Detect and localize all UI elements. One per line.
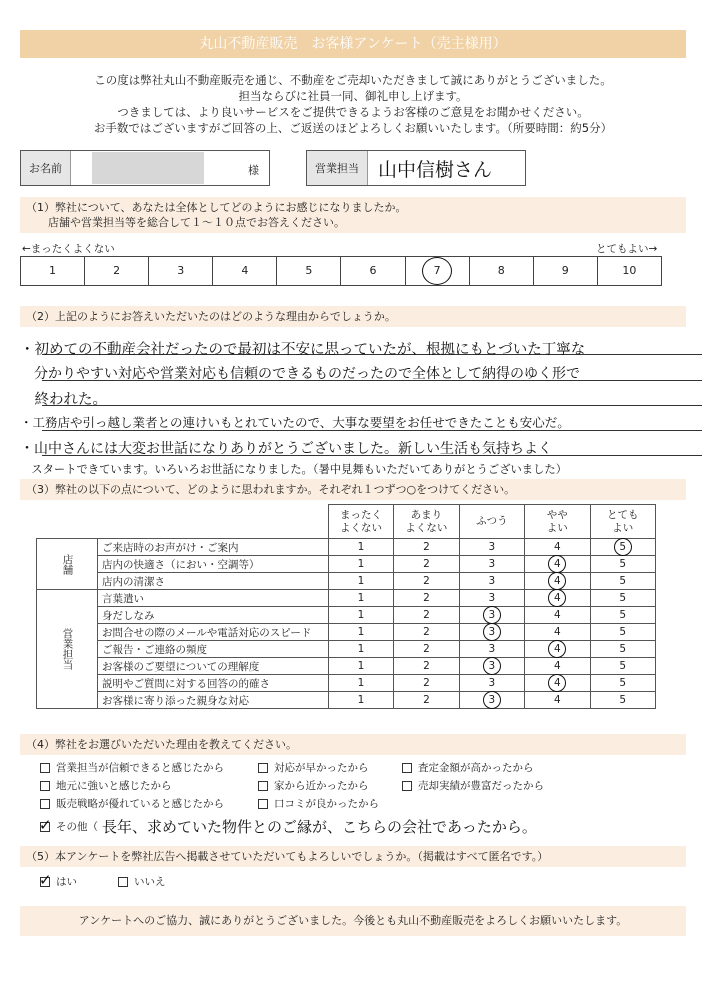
option-checkbox[interactable] xyxy=(402,778,544,793)
q4-question: （4）弊社をお選びいただいた理由を教えてください。 xyxy=(20,734,686,755)
scale-option[interactable] xyxy=(277,257,341,285)
option-label: 営業担当が信頼できると感じたから xyxy=(56,762,224,774)
rating-cell[interactable]: 3 xyxy=(459,624,524,641)
staff-field[interactable] xyxy=(306,150,526,186)
rating-cell[interactable]: 3 xyxy=(459,675,524,692)
column-header: やや よい xyxy=(525,505,590,539)
rating-cell[interactable]: 3 xyxy=(459,590,524,607)
scale-value: 7 xyxy=(433,264,441,277)
rating-cell[interactable]: 4 xyxy=(525,675,590,692)
rating-cell[interactable]: 1 xyxy=(328,590,393,607)
rating-cell[interactable]: 3 xyxy=(459,539,524,556)
staff-value: 山中信樹さん xyxy=(378,158,493,181)
column-header: ふつう xyxy=(459,505,524,539)
rating-cell[interactable]: 5 xyxy=(590,641,655,658)
scale-value: 6 xyxy=(369,264,377,277)
row-label: 店内の清潔さ xyxy=(98,573,329,590)
option-checkbox[interactable] xyxy=(402,760,534,775)
name-honorific: 様 xyxy=(248,164,259,177)
scale-low-label: ←まったくよくない xyxy=(22,243,115,255)
table-row xyxy=(37,607,656,624)
rating-cell[interactable]: 4 xyxy=(525,556,590,573)
option-other-checkbox[interactable] xyxy=(40,816,537,837)
intro-line: つきましては、より良いサービスをご提供できるようお客様のご意見をお聞かせください。 xyxy=(117,105,589,119)
table-row xyxy=(37,641,656,658)
table-row xyxy=(37,624,656,641)
checkbox[interactable] xyxy=(258,799,268,809)
rating-cell[interactable]: 1 xyxy=(328,692,393,709)
rating-cell[interactable]: 2 xyxy=(394,607,459,624)
selection-circle xyxy=(483,691,501,709)
rating-cell[interactable]: 1 xyxy=(328,675,393,692)
rating-cell[interactable]: 4 xyxy=(525,607,590,624)
option-label: 口コミが良かったから xyxy=(274,798,379,810)
checkbox[interactable] xyxy=(258,781,268,791)
option-checkbox[interactable] xyxy=(258,778,369,793)
q2-question: （2）上記のようにお答えいただいたのはどのような理由からでしょうか。 xyxy=(20,306,686,327)
rating-cell[interactable]: 4 xyxy=(525,573,590,590)
rating-cell[interactable]: 1 xyxy=(328,556,393,573)
option-label: 売却実績が豊富だったから xyxy=(418,780,544,792)
option-label: 地元に強いと感じたから xyxy=(56,780,172,792)
rating-cell[interactable]: 5 xyxy=(590,573,655,590)
consent-yes[interactable] xyxy=(40,874,77,889)
checkbox[interactable] xyxy=(402,763,412,773)
rating-cell[interactable]: 1 xyxy=(328,624,393,641)
checkbox[interactable] xyxy=(402,781,412,791)
table-row xyxy=(37,658,656,675)
rating-cell[interactable]: 3 xyxy=(459,556,524,573)
intro-line: 担当ならびに社員一同、御礼申し上げます。 xyxy=(238,89,468,103)
rating-cell[interactable]: 4 xyxy=(525,539,590,556)
scale-high-label: とてもよい→ xyxy=(596,243,658,255)
name-label: お名前 xyxy=(21,151,71,185)
handwritten-line: 分かりやすい対応や営業対応も信頼のできるものだったので全体として納得のゆく形で xyxy=(20,366,580,382)
selection-circle xyxy=(483,623,501,641)
option-label: 対応が早かったから xyxy=(274,762,369,774)
checkbox[interactable] xyxy=(118,877,128,887)
scale-value: 5 xyxy=(305,264,313,277)
scale-value: 9 xyxy=(561,264,569,277)
intro-line: お手数ではございますがご回答の上、ご返送のほどよろしくお願いいたします。（所要時間：約5分） xyxy=(93,121,613,135)
q1-question xyxy=(20,197,686,233)
rating-scale xyxy=(20,256,662,286)
selection-circle xyxy=(483,657,501,675)
scale-option[interactable] xyxy=(85,257,149,285)
selection-circle xyxy=(548,555,566,573)
rating-cell[interactable]: 3 xyxy=(459,573,524,590)
option-label: その他（ xyxy=(56,821,98,833)
name-redacted xyxy=(92,152,204,184)
checkbox-checked[interactable] xyxy=(40,877,50,887)
selection-circle xyxy=(422,257,452,285)
scale-value: 8 xyxy=(497,264,505,277)
scale-option-selected[interactable] xyxy=(406,257,470,285)
rating-cell[interactable]: 5 xyxy=(590,539,655,556)
intro-line: この度は弊社丸山不動産販売を通じ、不動産をご売却いただきまして誠にありがとうございました。 xyxy=(94,73,612,87)
checkbox[interactable] xyxy=(258,763,268,773)
row-category: 店舗 xyxy=(37,539,98,590)
option-label: いいえ xyxy=(134,876,166,888)
scale-option[interactable] xyxy=(534,257,598,285)
q3-question: （3）弊社の以下の点について、どのように思われますか。それぞれ１つずつ○をつけてください。 xyxy=(20,479,686,500)
scale-option[interactable] xyxy=(213,257,277,285)
consent-no[interactable] xyxy=(118,874,166,889)
rating-cell[interactable]: 5 xyxy=(590,556,655,573)
rating-cell[interactable]: 5 xyxy=(590,658,655,675)
row-label: 身だしなみ xyxy=(98,607,329,624)
column-header: まったく よくない xyxy=(328,505,393,539)
scale-value: 1 xyxy=(49,264,57,277)
rating-cell[interactable]: 2 xyxy=(394,539,459,556)
option-checkbox[interactable] xyxy=(40,796,224,811)
selection-circle xyxy=(483,606,501,624)
option-checkbox[interactable] xyxy=(258,760,369,775)
rating-cell[interactable]: 1 xyxy=(328,607,393,624)
rating-cell[interactable]: 4 xyxy=(525,658,590,675)
option-label: 家から近かったから xyxy=(274,780,369,792)
handwritten-line: ・山中さんには大変お世話になりありがとうございました。新しい生活も気持ちよく xyxy=(20,441,552,457)
row-label: お客様に寄り添った親身な対応 xyxy=(98,692,329,709)
handwritten-line: スタートできています。いろいろお世話になりました。（暑中見舞もいただいてありがとうございました） xyxy=(20,463,567,476)
rating-cell[interactable]: 3 xyxy=(459,641,524,658)
handwritten-line: ・初めての不動産会社だったので最初は不安に思っていたが、根拠にもとづいた丁寧な xyxy=(20,342,586,358)
option-label: 販売戦略が優れていると感じたから xyxy=(56,798,224,810)
option-label: はい xyxy=(56,876,77,888)
handwritten-line: 終われた。 xyxy=(20,392,107,408)
table-row xyxy=(37,675,656,692)
rating-cell[interactable]: 5 xyxy=(590,607,655,624)
intro-text xyxy=(20,72,686,136)
q1-line1: （1）弊社について、あなたは全体としてどのようにお感じになりましたか。 xyxy=(26,201,407,214)
answer-rule xyxy=(42,405,702,406)
option-checkbox[interactable] xyxy=(258,796,379,811)
scale-option[interactable] xyxy=(470,257,534,285)
rating-cell[interactable]: 2 xyxy=(394,573,459,590)
option-checkbox[interactable] xyxy=(40,778,172,793)
selection-circle xyxy=(548,640,566,658)
table-row xyxy=(37,590,656,607)
rating-cell[interactable]: 3 xyxy=(459,658,524,675)
selection-circle xyxy=(548,674,566,692)
table-row xyxy=(37,539,656,556)
rating-cell[interactable]: 2 xyxy=(394,658,459,675)
rating-cell[interactable]: 2 xyxy=(394,556,459,573)
table-row xyxy=(37,573,656,590)
column-header: とても よい xyxy=(590,505,655,539)
rating-cell[interactable]: 5 xyxy=(590,590,655,607)
rating-cell[interactable]: 5 xyxy=(590,624,655,641)
selection-circle xyxy=(548,589,566,607)
handwritten-line: ・工務店や引っ越し業者との連けいもとれていたので、大事な要望をお任せできたことも安心だ。 xyxy=(20,415,570,430)
q2-answer-area[interactable] xyxy=(20,330,686,480)
checkbox[interactable] xyxy=(40,799,50,809)
option-label: 査定金額が高かったから xyxy=(418,762,534,774)
row-label: 説明やご質問に対する回答の的確さ xyxy=(98,675,329,692)
rating-cell[interactable]: 4 xyxy=(525,692,590,709)
scale-value: 3 xyxy=(177,264,185,277)
scale-value: 4 xyxy=(241,264,249,277)
table-row xyxy=(37,556,656,573)
staff-label: 営業担当 xyxy=(307,151,368,185)
rating-cell[interactable]: 2 xyxy=(394,590,459,607)
rating-cell[interactable]: 2 xyxy=(394,624,459,641)
row-label: お客様のご要望についての理解度 xyxy=(98,658,329,675)
rating-cell[interactable]: 5 xyxy=(590,675,655,692)
row-label: お問合せの際のメールや電話対応のスピード xyxy=(98,624,329,641)
scale-value: 10 xyxy=(622,264,637,277)
checkbox-checked[interactable] xyxy=(40,822,50,832)
rating-cell[interactable]: 1 xyxy=(328,658,393,675)
rating-cell[interactable]: 3 xyxy=(459,607,524,624)
other-answer: 長年、求めていた物件とのご縁が、こちらの会社であったから。 xyxy=(102,818,537,836)
q5-question: （5）本アンケートを弊社広告へ掲載させていただいてもよろしいでしょうか。（掲載はすべて匿名です。） xyxy=(20,846,686,867)
header-spacer xyxy=(37,505,329,539)
q1-line2: 店舗や営業担当等を総合して１～１０点でお答えください。 xyxy=(48,216,345,229)
rating-cell[interactable]: 2 xyxy=(394,675,459,692)
form-title: 丸山不動産販売 お客様アンケート（売主様用） xyxy=(20,30,686,58)
selection-circle xyxy=(614,538,632,556)
rating-cell[interactable]: 1 xyxy=(328,539,393,556)
rating-table xyxy=(36,504,656,709)
scale-option[interactable] xyxy=(21,257,85,285)
row-label: ご報告・ご連絡の頻度 xyxy=(98,641,329,658)
option-checkbox[interactable] xyxy=(40,760,224,775)
rating-cell[interactable]: 4 xyxy=(525,624,590,641)
rating-cell[interactable]: 4 xyxy=(525,590,590,607)
scale-value: 2 xyxy=(113,264,121,277)
row-label: 店内の快適さ（におい・空調等） xyxy=(98,556,329,573)
row-label: 言葉遣い xyxy=(98,590,329,607)
footer-message: アンケートへのご協力、誠にありがとうございました。今後とも丸山不動産販売をよろしくお願いいたします。 xyxy=(20,906,686,936)
table-row xyxy=(37,692,656,709)
row-label: ご来店時のお声がけ・ご案内 xyxy=(98,539,329,556)
rating-cell[interactable]: 1 xyxy=(328,573,393,590)
checkbox[interactable] xyxy=(40,781,50,791)
rating-cell[interactable]: 5 xyxy=(590,692,655,709)
column-header: あまり よくない xyxy=(394,505,459,539)
scale-option[interactable] xyxy=(341,257,405,285)
rating-cell[interactable]: 2 xyxy=(394,641,459,658)
rating-cell[interactable]: 3 xyxy=(459,692,524,709)
row-category: 営業担当 xyxy=(37,590,98,709)
scale-option[interactable] xyxy=(598,257,661,285)
rating-cell[interactable]: 2 xyxy=(394,692,459,709)
scale-option[interactable] xyxy=(149,257,213,285)
checkbox[interactable] xyxy=(40,763,50,773)
selection-circle xyxy=(548,572,566,590)
rating-cell[interactable]: 4 xyxy=(525,641,590,658)
rating-cell[interactable]: 1 xyxy=(328,641,393,658)
